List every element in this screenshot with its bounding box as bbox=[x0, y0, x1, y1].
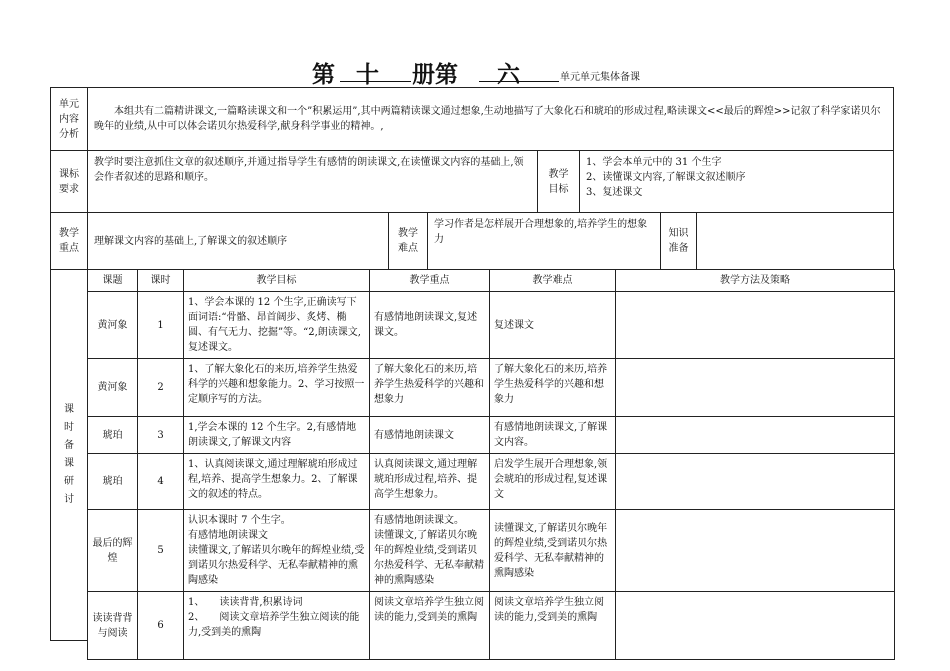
row-method bbox=[616, 454, 895, 510]
title-book-number: 十 bbox=[356, 62, 379, 88]
title-part2: 册第 bbox=[412, 62, 458, 88]
row-method bbox=[616, 417, 895, 454]
teaching-difficulty-label: 教学 难点 bbox=[388, 212, 428, 270]
row-method bbox=[616, 359, 895, 417]
table-row bbox=[88, 359, 895, 417]
header-goal: 教学目标 bbox=[184, 270, 370, 292]
knowledge-prep-label: 知识 准备 bbox=[660, 212, 697, 270]
row-difficulty: 了解大象化石的来历,培养学生热爱科学的兴趣和想象力 bbox=[490, 359, 616, 417]
lesson-planning-label: 课 时 备 课 研 讨 bbox=[50, 269, 88, 641]
title-part1: 第 bbox=[312, 62, 335, 88]
row-focus: 认真阅读课文,通过理解琥珀形成过程,培养、提高学生想象力。 bbox=[370, 454, 490, 510]
table-row bbox=[88, 292, 895, 359]
row-method bbox=[616, 510, 895, 592]
row-topic: 黄河象 bbox=[88, 292, 138, 359]
row-difficulty: 复述课文 bbox=[490, 292, 616, 359]
row-goal: 1,学会本课的 12 个生字。2,有感情地朗读课文,了解课文内容 bbox=[184, 417, 370, 454]
row-topic: 琥珀 bbox=[88, 454, 138, 510]
table-row bbox=[88, 417, 895, 454]
row-topic: 读读背背与阅读 bbox=[88, 592, 138, 660]
page-title bbox=[0, 56, 950, 86]
row-period: 1 bbox=[138, 292, 184, 359]
table-row bbox=[88, 592, 895, 660]
unit-analysis-content: 本组共有二篇精讲课文,一篇略读课文和一个”积累运用”,其中两篇精读课文通过想象,生动地描写了大象化石和琥珀的形成过程,略读课文<<最后的辉煌>>记叙了科学家诺贝尔晚年的业绩,从中可以体会诺贝尔热爱科学,献身科学事业的精神。, bbox=[87, 87, 894, 151]
title-unit-number: 六 bbox=[497, 62, 520, 88]
row-difficulty: 有感情地朗读课文,了解课文内容。 bbox=[490, 417, 616, 454]
title-suffix: 单元单元集体备课 bbox=[560, 72, 640, 83]
title-underline-2 bbox=[356, 81, 411, 82]
row-method bbox=[616, 292, 895, 359]
row-period: 6 bbox=[138, 592, 184, 660]
row-focus: 阅读文章培养学生独立阅读的能力,受到美的熏陶 bbox=[370, 592, 490, 660]
row-method bbox=[616, 592, 895, 660]
row-difficulty: 读懂课文,了解诺贝尔晚年的辉煌业绩,受到诺贝尔热爱科学、无私奉献精神的熏陶感染 bbox=[490, 510, 616, 592]
teaching-goal-label: 教学 目标 bbox=[537, 150, 580, 213]
teaching-focus-label: 教学 重点 bbox=[50, 212, 88, 270]
row-goal: 1、了解大象化石的来历,培养学生热爱科学的兴趣和想象能力。2、学习按照一定顺序写的方法。 bbox=[184, 359, 370, 417]
curriculum-requirement-content: 教学时要注意抓住文章的叙述顺序,并通过指导学生有感情的朗读课文,在读懂课文内容的基础上,领会作者叙述的思路和顺序。 bbox=[87, 150, 538, 213]
header-topic: 课题 bbox=[88, 270, 138, 292]
row-topic: 琥珀 bbox=[88, 417, 138, 454]
unit-analysis-label: 单元 内容 分析 bbox=[50, 87, 88, 151]
table-header-row bbox=[88, 270, 895, 292]
title-underline-3 bbox=[479, 81, 559, 82]
table-row bbox=[88, 454, 895, 510]
row-period: 5 bbox=[138, 510, 184, 592]
row-goal: 1、认真阅读课文,通过理解琥珀形成过程,培养、提高学生想象力。2、了解课文的叙述的特点。 bbox=[184, 454, 370, 510]
table-row bbox=[88, 510, 895, 592]
row-focus: 有感情地朗读课文,复述课文。 bbox=[370, 292, 490, 359]
row-difficulty: 启发学生展开合理想象,领会琥珀的形成过程,复述课文 bbox=[490, 454, 616, 510]
header-difficulty: 教学难点 bbox=[490, 270, 616, 292]
row-period: 3 bbox=[138, 417, 184, 454]
row-goal: 1、学会本课的 12 个生字,正确读写下面词语:“骨骼、昂首阔步、炙烤、椭圆、有气无力、挖掘”等。“2,朗读课文,复述课文。 bbox=[184, 292, 370, 359]
teaching-goal-content: 1、学会本单元中的 31 个生字 2、读懂课文内容,了解课文叙述顺序 3、复述课文 bbox=[579, 150, 894, 213]
header-method: 教学方法及策略 bbox=[616, 270, 895, 292]
curriculum-requirement-label: 课标 要求 bbox=[50, 150, 88, 213]
row-topic: 最后的辉煌 bbox=[88, 510, 138, 592]
row-period: 4 bbox=[138, 454, 184, 510]
teaching-focus-content: 理解课文内容的基础上,了解课文的叙述顺序 bbox=[87, 212, 389, 270]
row-topic: 黄河象 bbox=[88, 359, 138, 417]
knowledge-prep-content bbox=[696, 212, 894, 270]
teaching-difficulty-content: 学习作者是怎样展开合理想象的,培养学生的想象力 bbox=[427, 212, 661, 270]
row-difficulty: 阅读文章培养学生独立阅读的能力,受到美的熏陶 bbox=[490, 592, 616, 660]
row-focus: 了解大象化石的来历,培养学生热爱科学的兴趣和想象力 bbox=[370, 359, 490, 417]
header-period: 课时 bbox=[138, 270, 184, 292]
row-focus: 有感情地朗读课文 bbox=[370, 417, 490, 454]
lesson-plan-table bbox=[87, 269, 895, 660]
row-focus: 有感情地朗读课文。 读懂课文,了解诺贝尔晚年的辉煌业绩,受到诺贝尔热爱科学、无私奉献精神的熏陶感染 bbox=[370, 510, 490, 592]
row-period: 2 bbox=[138, 359, 184, 417]
header-focus: 教学重点 bbox=[370, 270, 490, 292]
row-goal: 1、 读读背背,积累诗词 2、 阅读文章培养学生独立阅读的能力,受到美的熏陶 bbox=[184, 592, 370, 660]
row-goal: 认识本课时 7 个生字。 有感情地朗读课文 读懂课文,了解诺贝尔晚年的辉煌业绩,受到诺贝尔热爱科学、无私奉献精神的熏陶感染 bbox=[184, 510, 370, 592]
